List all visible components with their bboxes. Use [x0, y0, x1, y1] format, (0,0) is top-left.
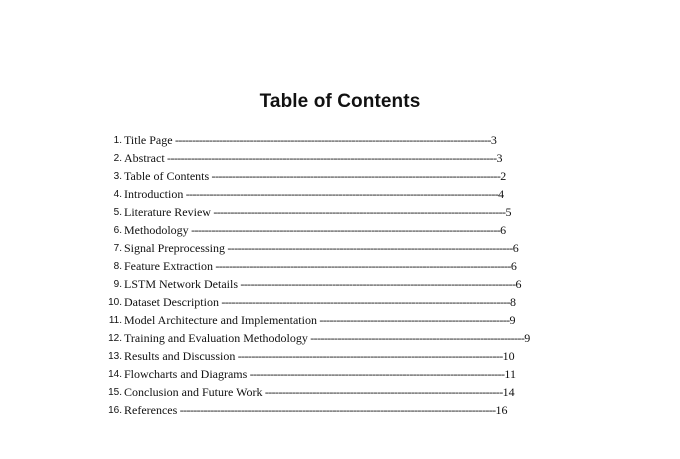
toc-entry-text — [124, 401, 508, 419]
toc-entry-label: Training and Evaluation Methodology — [124, 331, 308, 345]
toc-entry-page: 11 — [504, 367, 516, 381]
toc-entry-page: 14 — [502, 385, 515, 399]
toc-entry-text — [124, 365, 516, 383]
toc-entry-page: 4 — [498, 187, 505, 201]
toc-entry-label: Methodology — [124, 223, 189, 237]
toc-entry[interactable] — [104, 167, 564, 185]
toc-entry[interactable] — [104, 401, 564, 419]
toc-entry-number: 16. — [108, 405, 122, 416]
toc-entry-page: 6 — [510, 259, 517, 273]
toc-entry-text — [124, 275, 521, 293]
toc-entry-text — [124, 383, 515, 401]
toc-dot-leader: ------------------------------------------------------------------------------------- — [209, 169, 501, 183]
toc-entry-label: Abstract — [124, 151, 165, 165]
toc-entry[interactable] — [104, 365, 564, 383]
toc-entry-page: 8 — [510, 295, 517, 309]
toc-entry-page: 6 — [512, 241, 519, 255]
toc-dot-leader: ------------------------------------------------------------------------------------ — [225, 241, 513, 255]
toc-entry-label: Flowcharts and Diagrams — [124, 367, 248, 381]
toc-entry-label: Literature Review — [124, 205, 211, 219]
toc-entry[interactable] — [104, 131, 564, 149]
toc-entry[interactable] — [104, 203, 564, 221]
toc-entry-number: 13. — [108, 351, 122, 362]
toc-entry-label: Conclusion and Future Work — [124, 385, 263, 399]
toc-dot-leader: ------------------------------------------------------------------------------ — [235, 349, 503, 363]
toc-entry-label: Results and Discussion — [124, 349, 236, 363]
toc-entry-number: 4. — [113, 189, 122, 200]
toc-entry-page: 9 — [524, 331, 531, 345]
toc-dot-leader: --------------------------------------------------------------------------------------------- — [172, 133, 491, 147]
toc-entry-text — [124, 329, 530, 347]
toc-entry-number: 14. — [108, 369, 122, 380]
toc-entry-number: 3. — [113, 171, 122, 182]
toc-entry-page: 2 — [500, 169, 507, 183]
toc-entry-label: LSTM Network Details — [124, 277, 238, 291]
toc-entry-label: Dataset Description — [124, 295, 219, 309]
toc-entry[interactable] — [104, 185, 564, 203]
toc-dot-leader: --------------------------------------------------------------- — [307, 331, 525, 345]
toc-entry-text — [124, 185, 504, 203]
toc-dot-leader: --------------------------------------------------------------------------------------- — [212, 259, 511, 273]
toc-dot-leader: -------------------------------------------------------------------------------------- — [210, 205, 506, 219]
toc-entry-text — [124, 347, 515, 365]
toc-entry-number: 15. — [108, 387, 122, 398]
toc-dot-leader: -------------------------------------------------------- — [316, 313, 510, 327]
toc-entry-page: 3 — [496, 151, 503, 165]
toc-entry-number: 7. — [113, 243, 122, 254]
toc-entry[interactable] — [104, 293, 564, 311]
toc-entry[interactable] — [104, 275, 564, 293]
toc-dot-leader: ---------------------------------------------------------------------- — [262, 385, 503, 399]
toc-entry-label: Table of Contents — [124, 169, 210, 183]
toc-dot-leader: ------------------------------------------------------------------------------------------------- — [164, 151, 497, 165]
toc-entry-text — [124, 167, 506, 185]
toc-dot-leader: --------------------------------------------------------------------------- — [247, 367, 505, 381]
toc-entry-page: 3 — [490, 133, 497, 147]
toc-entry[interactable] — [104, 329, 564, 347]
toc-entry-page: 16 — [495, 403, 508, 417]
toc-entry[interactable] — [104, 149, 564, 167]
toc-entry-text — [124, 203, 511, 221]
toc-dot-leader: --------------------------------------------------------------------------------------------- — [177, 403, 496, 417]
toc-entry-number: 5. — [113, 207, 122, 218]
toc-entry[interactable] — [104, 257, 564, 275]
toc-entry-number: 8. — [113, 261, 122, 272]
toc-entry-number: 12. — [108, 333, 122, 344]
toc-entry-number: 10. — [108, 297, 122, 308]
toc-entry-page: 10 — [502, 349, 515, 363]
toc-entry-label: Model Architecture and Implementation — [124, 313, 317, 327]
toc-entry[interactable] — [104, 311, 564, 329]
toc-entry-label: Feature Extraction — [124, 259, 213, 273]
toc-entry[interactable] — [104, 239, 564, 257]
toc-list — [104, 131, 564, 419]
toc-entry-label: Title Page — [124, 133, 173, 147]
toc-entry-number: 2. — [113, 153, 122, 164]
toc-entry-page: 6 — [500, 223, 507, 237]
toc-entry-text — [124, 149, 502, 167]
toc-entry-text — [124, 131, 497, 149]
toc-entry-label: References — [124, 403, 178, 417]
toc-entry-text — [124, 257, 517, 275]
toc-entry-label: Introduction — [124, 187, 184, 201]
toc-dot-leader: -------------------------------------------------------------------------------------------- — [183, 187, 499, 201]
toc-entry[interactable] — [104, 347, 564, 365]
page-title: Table of Contents — [259, 91, 421, 112]
toc-entry-page: 9 — [509, 313, 516, 327]
toc-dot-leader: --------------------------------------------------------------------------------- — [237, 277, 516, 291]
toc-entry[interactable] — [104, 221, 564, 239]
toc-entry-text — [124, 311, 516, 329]
toc-entry-page: 6 — [515, 277, 522, 291]
toc-dot-leader: ------------------------------------------------------------------------------------------- — [188, 223, 501, 237]
toc-entry-page: 5 — [505, 205, 512, 219]
toc-entry[interactable] — [104, 383, 564, 401]
toc-entry-text — [124, 293, 516, 311]
toc-entry-number: 6. — [113, 225, 122, 236]
toc-entry-number: 9. — [113, 279, 122, 290]
toc-dot-leader: ------------------------------------------------------------------------------------- — [218, 295, 511, 309]
toc-entry-text — [124, 239, 519, 257]
toc-entry-number: 1. — [113, 135, 122, 146]
toc-entry-text — [124, 221, 506, 239]
toc-entry-number: 11. — [108, 315, 122, 326]
toc-entry-label: Signal Preprocessing — [124, 241, 225, 255]
